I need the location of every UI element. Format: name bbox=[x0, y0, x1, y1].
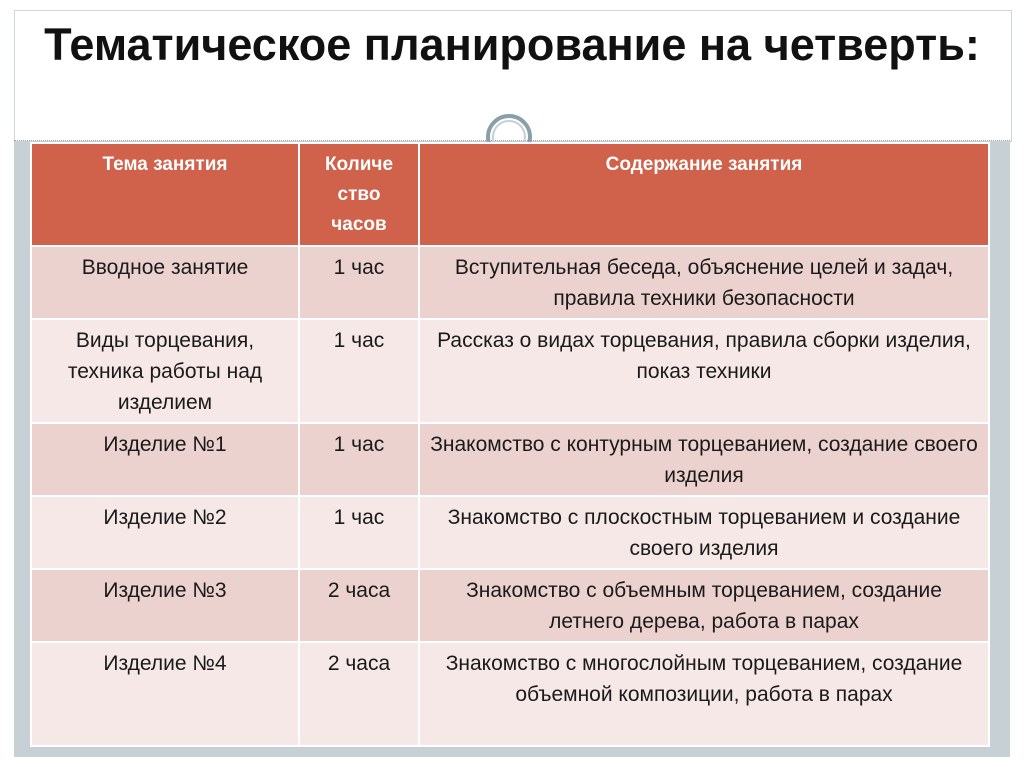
table-row bbox=[31, 319, 989, 423]
cell-topic: Вводное занятие bbox=[31, 246, 299, 319]
cell-hours: 1 час bbox=[299, 246, 419, 319]
plan-table bbox=[30, 142, 990, 747]
header-hours-label: Количе ство часов bbox=[324, 154, 394, 235]
cell-topic: Изделие №4 bbox=[31, 642, 299, 746]
slide-title: Тематическое планирование на четверть: bbox=[44, 19, 980, 70]
table-row bbox=[31, 246, 989, 319]
cell-topic: Изделие №1 bbox=[31, 423, 299, 496]
cell-content: Знакомство с многослойным торцеванием, создание объемной композиции, работа в парах bbox=[419, 642, 989, 746]
cell-topic: Изделие №2 bbox=[31, 496, 299, 569]
table-header-row bbox=[31, 143, 989, 246]
cell-topic: Виды торцевания, техника работы над изделием bbox=[31, 319, 299, 423]
header-content: Содержание занятия bbox=[419, 143, 989, 246]
header-topic: Тема занятия bbox=[31, 143, 299, 246]
header-hours bbox=[299, 143, 419, 246]
cell-content: Знакомство с контурным торцеванием, создание своего изделия bbox=[419, 423, 989, 496]
cell-hours: 2 часа bbox=[299, 569, 419, 642]
cell-content: Знакомство с объемным торцеванием, создание летнего дерева, работа в парах bbox=[419, 569, 989, 642]
cell-topic: Изделие №3 bbox=[31, 569, 299, 642]
cell-content: Знакомство с плоскостным торцеванием и создание своего изделия bbox=[419, 496, 989, 569]
cell-hours: 1 час bbox=[299, 496, 419, 569]
cell-content: Вступительная беседа, объяснение целей и задач, правила техники безопасности bbox=[419, 246, 989, 319]
cell-hours: 2 часа bbox=[299, 642, 419, 746]
table-row bbox=[31, 496, 989, 569]
table-row bbox=[31, 642, 989, 746]
cell-hours: 1 час bbox=[299, 319, 419, 423]
table-row bbox=[31, 423, 989, 496]
cell-hours: 1 час bbox=[299, 423, 419, 496]
cell-content: Рассказ о видах торцевания, правила сборки изделия, показ техники bbox=[419, 319, 989, 423]
table-row bbox=[31, 569, 989, 642]
